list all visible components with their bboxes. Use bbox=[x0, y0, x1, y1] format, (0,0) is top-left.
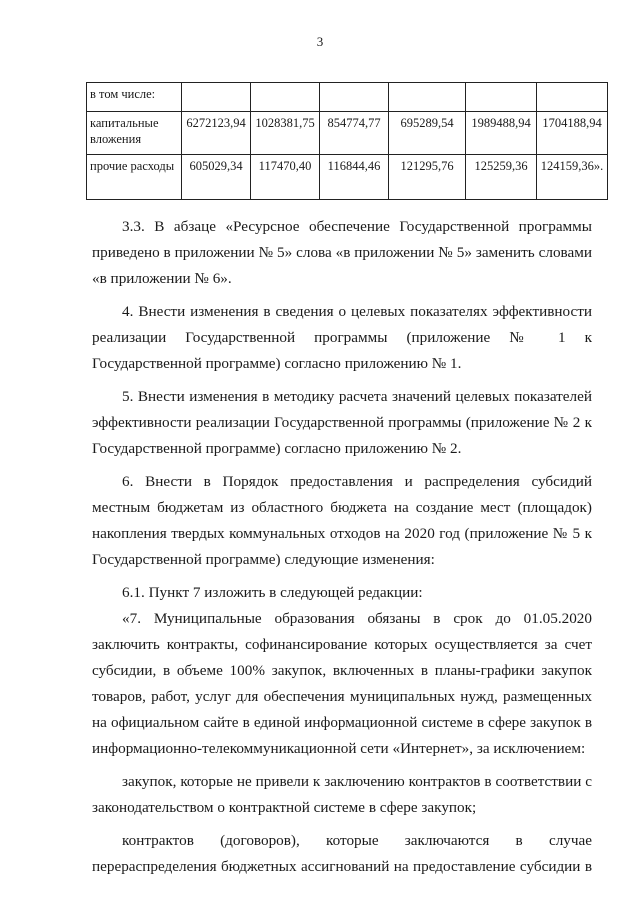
table-cell: 1989488,94 bbox=[466, 112, 537, 155]
table-cell: 125259,36 bbox=[466, 155, 537, 200]
table-cell: 1028381,75 bbox=[251, 112, 320, 155]
table-row bbox=[87, 83, 608, 112]
table-cell bbox=[251, 83, 320, 112]
table-cell: 6272123,94 bbox=[182, 112, 251, 155]
table-cell: 116844,46 bbox=[320, 155, 389, 200]
table-cell: 854774,77 bbox=[320, 112, 389, 155]
table-cell: 1704188,94 bbox=[537, 112, 608, 155]
table-cell bbox=[466, 83, 537, 112]
paragraph-3-3: 3.3. В абзаце «Ресурсное обеспечение Государственной программы приведено в приложении № 5» слова «в приложении № 5» заменить словами «в приложении № 6». bbox=[92, 218, 592, 287]
document-body bbox=[92, 214, 592, 880]
table-cell bbox=[182, 83, 251, 112]
paragraph-6-1: 6.1. Пункт 7 изложить в следующей редакции: bbox=[122, 584, 423, 601]
table-row bbox=[87, 155, 608, 200]
table-cell: 605029,34 bbox=[182, 155, 251, 200]
table-cell bbox=[537, 83, 608, 112]
paragraph-point-7: «7. Муниципальные образования обязаны в срок до 01.05.2020 заключить контракты, софинансирование которых осуществляется за счет субсидии, в объеме 100% закупок, включенных в планы-графики закупок товаров, работ, услуг для обеспечения муниципальных нужд, размещенных на официальном сайте в единой информационной системе в сфере закупок в информационно-телекоммуникационной сети «Интернет», за исключением: bbox=[92, 610, 592, 757]
table-cell: 121295,76 bbox=[389, 155, 466, 200]
paragraph-exception-1: закупок, которые не привели к заключению контрактов в соответствии с законодательством о контрактной системе в сфере закупок; bbox=[92, 773, 592, 816]
paragraph-5: 5. Внести изменения в методику расчета значений целевых показателей эффективности реализации Государственной программы (приложение № 2 к Государственной программе) согласно приложению № 2. bbox=[92, 388, 592, 457]
table-cell: 124159,36». bbox=[537, 155, 608, 200]
row-label: в том числе: bbox=[87, 83, 182, 112]
table-cell bbox=[389, 83, 466, 112]
paragraph-6: 6. Внести в Порядок предоставления и распределения субсидий местным бюджетам из областного бюджета на создание мест (площадок) накопления твердых коммунальных отходов на 2020 год (приложение № 5 к Государственной программе) следующие изменения: bbox=[92, 473, 592, 568]
budget-table bbox=[86, 82, 608, 200]
row-label: капитальные вложения bbox=[87, 112, 182, 155]
table-cell: 117470,40 bbox=[251, 155, 320, 200]
table-row bbox=[87, 112, 608, 155]
paragraph-4: 4. Внести изменения в сведения о целевых показателях эффективности реализации Государственной программы (приложение № 1 к Государственной программе) согласно приложению № 1. bbox=[92, 303, 592, 372]
paragraph-exception-2: контрактов (договоров), которые заключаются в случае перераспределения бюджетных ассигнований на предоставление субсидии в bbox=[92, 832, 592, 875]
page-number: 3 bbox=[316, 34, 324, 49]
table-cell bbox=[320, 83, 389, 112]
row-label: прочие расходы bbox=[87, 155, 182, 200]
table-cell: 695289,54 bbox=[389, 112, 466, 155]
